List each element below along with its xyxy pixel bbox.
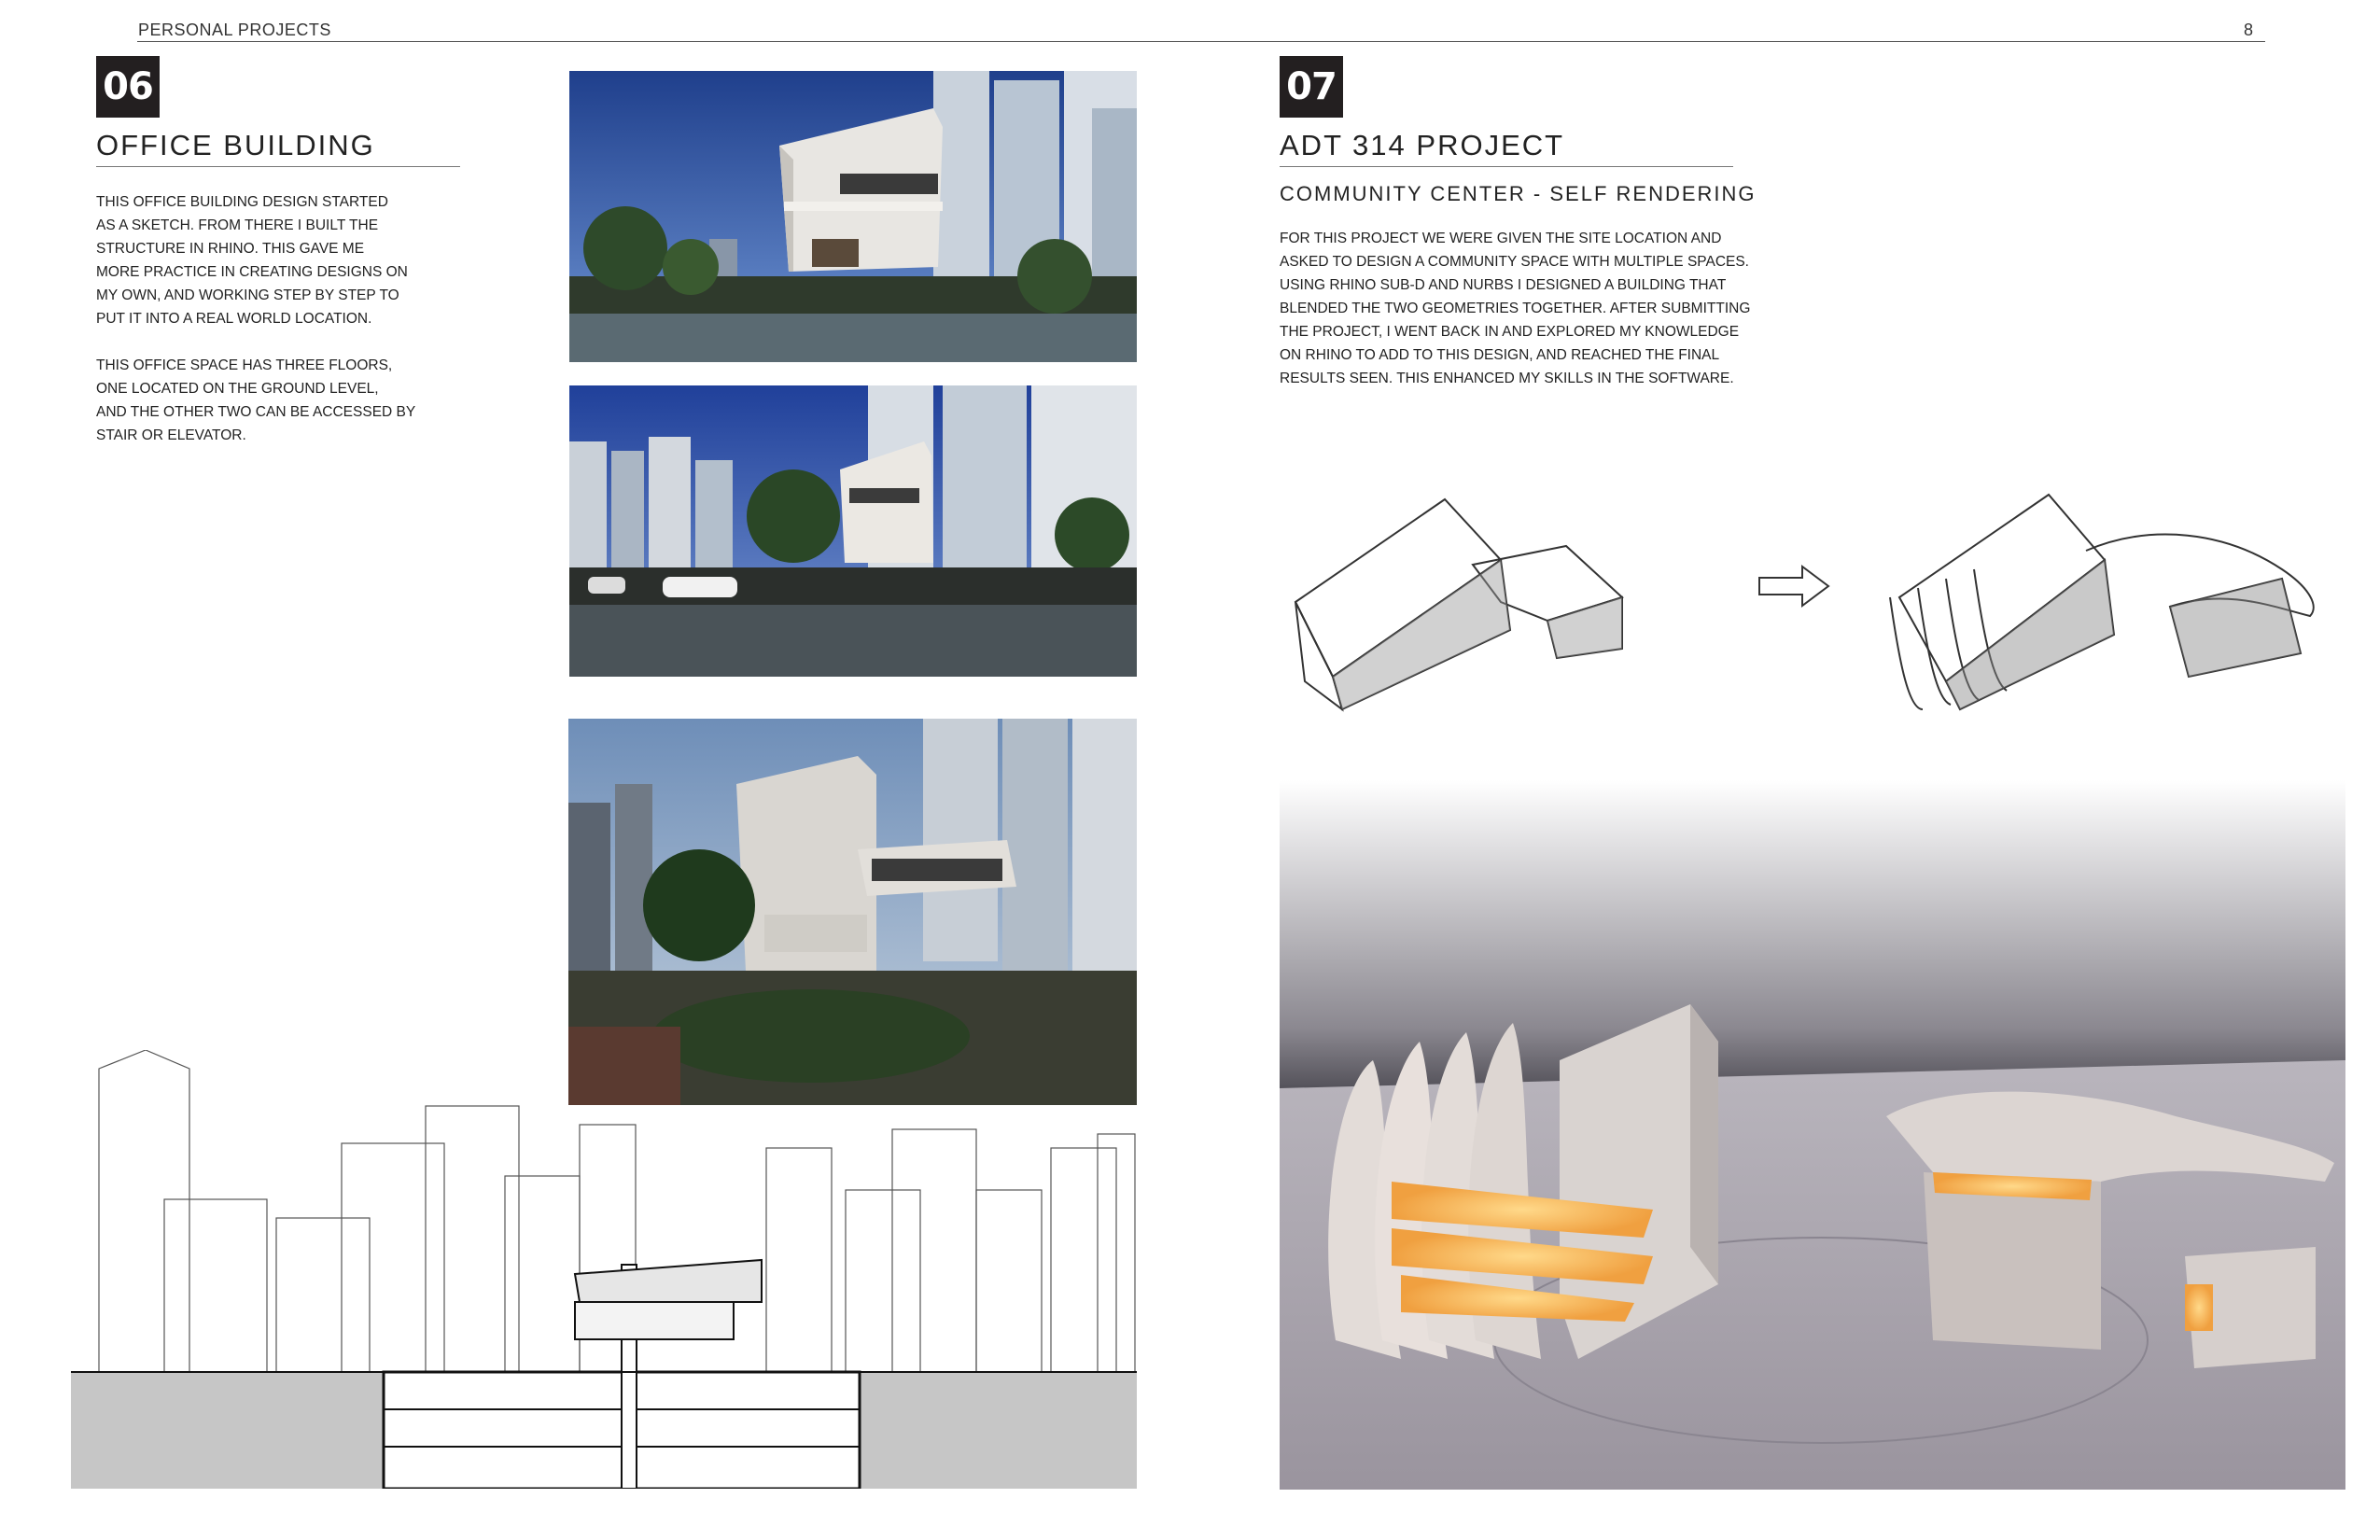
page-number: 8 — [2244, 21, 2254, 39]
project-title: OFFICE BUILDING — [96, 129, 375, 161]
header-divider — [137, 41, 2265, 42]
concept-sketch-1 — [1286, 490, 1725, 714]
office-render-photo-2 — [569, 385, 1137, 677]
project-number-badge: 06 — [96, 56, 160, 118]
title-underline — [96, 166, 460, 167]
concept-sketch-2 — [1871, 476, 2347, 728]
project-floors-description: THIS OFFICE SPACE HAS THREE FLOORS, ONE LOCATED ON THE GROUND LEVEL, AND THE OTHER TWO CAN BE ACCESSED BY STAIR OR ELEVATOR. — [96, 357, 416, 443]
office-render-photo-3 — [568, 719, 1137, 1105]
right-arrow-outline-icon — [1756, 563, 1832, 609]
project-number-badge-2: 07 — [1280, 56, 1343, 118]
project-description: THIS OFFICE BUILDING DESIGN STARTED AS A SKETCH. FROM THERE I BUILT THE STRUCTURE IN RHINO. THIS GAVE ME MORE PRACTICE IN CREATING DESIGNS ON MY OWN, AND WORKING STEP BY STEP TO PUT IT INTO A REAL WORLD LOCATION. — [96, 194, 408, 327]
project-title-2: ADT 314 PROJECT — [1280, 129, 1565, 161]
community-center-render — [1280, 780, 2345, 1490]
office-section-drawing — [71, 1050, 1137, 1489]
project-subtitle: COMMUNITY CENTER - SELF RENDERING — [1280, 182, 1757, 205]
office-render-photo-1 — [569, 71, 1137, 362]
header-section-label: PERSONAL PROJECTS — [138, 21, 331, 39]
title-underline-2 — [1280, 166, 1733, 167]
project-description-2: FOR THIS PROJECT WE WERE GIVEN THE SITE LOCATION AND ASKED TO DESIGN A COMMUNITY SPACE WITH MULTIPLE SPACES. USING RHINO SUB-D AND NURBS I DESIGNED A BUILDING THAT BLENDED THE TWO GEOMETRIES TOGETHER. AFTER SUBMITTING THE PROJECT, I WENT BACK IN AND EXPLORED MY KNOWLEDGE ON RHINO TO ADD TO THIS DESIGN, AND REACHED THE FINAL RESULTS SEEN. THIS ENHANCED MY SKILLS IN THE SOFTWARE. — [1280, 231, 1751, 386]
